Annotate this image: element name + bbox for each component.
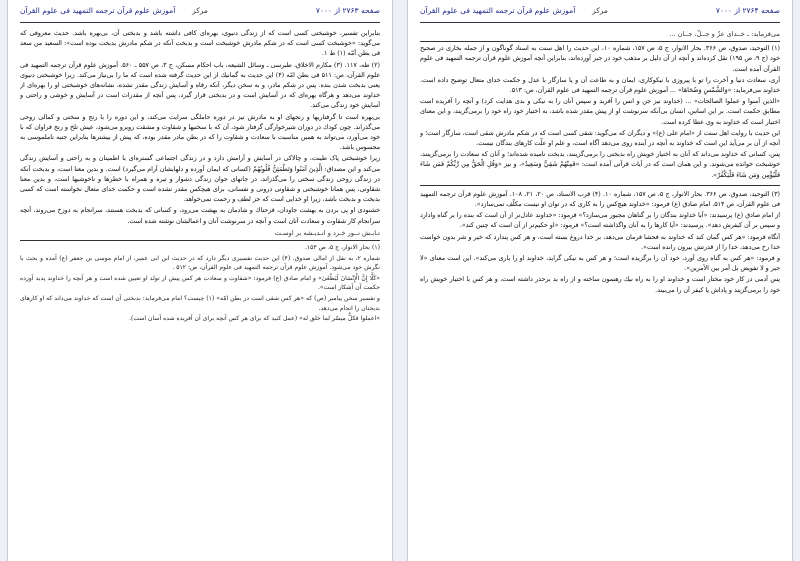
- paragraph: (۲) طه، ۱۱۷. (۳) مكارم الاخلاق، طبرسى ـ وسائل الشيعه، باب احكام مسكن، ج ۳، ص ۵۵۷ ـ ۵۶۰. آموزش علوم قرآن ترجمه التمهيد فى علوم القرآن، ص: ۵۱۱ فى بطن امّه (۴) اين حديث به گمانيك از اين حديث گرفته شده است كه ما را بى‌نياز مى‌كند. زيرا خوشبختى دنيوى يعنى بدبخت شدن بنده. پس در شكم مادر، و به سخن ديگر، آنكه رفاه و آسايش زندگى مقدر نشده، نشانه‌هاى خوشبختى او را بهره‌اى از خداوند مى‌دهد و هرگاه بهره‌اى كه در آسايش است و در بدبختى قرار گيرد، پس آنچه از مقدرات است در آسايش و خوشى و راحتى و آسايش خود زندگى مى‌كند.: [20, 61, 380, 110]
- paragraph: بى‌بهره است تا گرفتاريها و رنجهاى او به مادرش نيز در دوره حاملگى سرايت مى‌كند، و اين دوره را با رنج و سختى و كمالى روحى مى‌گذراند. چون كودك در دوران شيرخوارگى گرفتار شود، آن كه با سختيها و شقاوت و مشقت روبرو مى‌شود، عيش تلخ و رنج فراوان كه با خود مى‌آورد، مى‌تواند به همين مناسبت با سعادت و شقاوت را كه در بطن مادر مقدر بوده، كه پيش از بيشترها بنابراين جنبه ناملموسى به محسوس باشد.: [20, 113, 380, 152]
- footnote-divider: [420, 185, 780, 186]
- footnote: شماره ۲، به نقل از امالى صدوق. (۴) اين حديث تفسيرى ديگر دارد كه در حديث ابن ابى عمير، از امام موسى بن جعفر (ع) آمده و بحث با نگرش خود مى‌شود. آموزش علوم قرآن ترجمه التمهيد فى علوم القرآن، ص: ۵۱۲ .: [20, 254, 380, 272]
- page-body: [20, 29, 380, 551]
- paragraph: خشنودى او پى بردن به بهشت جاودان، فرحناك و شادمان به بهشت مى‌رود، و كسانى كه بدبخت هستند، سرانجام به دوزخ مى‌روند، آنچه سرانجام كار شقاوت و سعادت آنان است و آنچه در سرنوشت آنان و اعمالشان نوشته شده است.: [20, 207, 380, 225]
- document-page-right: [408, 0, 792, 561]
- paragraph: زيرا خوشبختى پاک طينت، و چالاكى در آسايش و آرامش دارد و در زندگى اجتماعى گستره‌اى با اطمينان و به راحتى و آسايش زندگى مى‌كند و اين مصداق: الَّذِينَ آمَنُوا وَتَطْمَئِنُّ قُلُوبُهُمْ (كسانى كه ايمان آورده و دلهايشان آرام مى‌گيرد) است. و بدين معنا است، و بدبخت آنكه در زندگى روحى زندگى سختى را مى‌گذراند، در جانهاى جوان زندگى دشوار و تيره و همراه با خطرها و ناخوشيها است، و بدين معنا شقاوتى، پس همانا خوشبختى و شقاوتى درونى و نفسانى، براى هيچكس مقدر نشده است و حكمت خداى متعال نخواسته است كه كسى بدبخت و بدبخت باشد، زيرا او خدايى است كه جز لطف و رحمت نمى‌خواهد.: [20, 155, 380, 204]
- page-header: [420, 0, 780, 23]
- paragraph: پس، كسانى كه خداوند مى‌داند كه آنان به اختيار خويش راه بدبختى را برمى‌گزينند، بدبخت ناميده شده‌اند؛ و آنان كه سعادت را برمى‌گزينند، خوشبخت خوانده مى‌شوند. و اين همان است كه در آيات قرآنى آمده است: «فَمِنْهُمْ شَقِيٌّ وَسَعِيدٌ»، و نيز «وَقُلِ الْحَقُّ مِن رَّبِّكُمْ فَمَن شَاءَ فَلْيُؤْمِن وَمَن شَاءَ فَلْيَكْفُرْ».: [420, 151, 780, 179]
- footnote: و تفسير سخن پيامبر (ص) كه «هر كس شقى است در بطن امّه» (۱) چيست؟ امام مى‌فرمايد: بدبختى آن است كه خداوند مى‌داند كه او كارهاى بدبختان را انجام مى‌دهد.: [20, 295, 380, 312]
- book-title: آموزش علوم قرآن ترجمه التمهيد فى علوم القرآن: [420, 6, 576, 15]
- paragraph: بنابراين تفسير، خوشبختى كسى است كه از زندگى دنيوى، بهره‌اى كافى داشته باشد و بدبختى آن، بى‌بهره باشد. حديث معروفى كه مى‌گويد: «خوشبخت كسى است كه در شكم مادرش خوشبخت است و بدبخت آنكه در شكم مادرش بدبخت بوده است»: السعيد من سعد فى بطن أمّه (۱) ط ۱.: [20, 30, 380, 58]
- paragraph: پس آدمى در كار خود مختار است و خداوند او را به راه نيك رهنمون ساخته و از راه بد برحذر داشته است، و هر كس با اختيار خويش راه خود را برمى‌گزيند و پاداش يا كيفر آن را مى‌بيند.: [420, 276, 780, 294]
- paragraph: اين حديث با روايت اهل سنت از «امام على (ع)» و ديگران كه مى‌گويد: شقى كسى است كه در شكم مادرش شقى است، سازگار است؛ و آنچه از آن بر مى‌آيد اين است كه خداوند به آنچه در آينده روى مى‌دهد آگاه است، و علم او علّت كارهاى بندگان نيست.: [420, 129, 780, 148]
- footnotes: [20, 243, 380, 324]
- footnote: «اعملوا فكلٌّ ميسّر لما خلق له» (عمل كنيد كه براى هر كس آنچه براى آن آفريده شده آسان است).: [129, 315, 380, 323]
- paragraph: «الذين آمنوا و عملوا الصالحات» ... (خداوند نيز جن و انس را آفريد و سپس آنان را به نيكى و بدى هدايت كرد) و آنچه را آفريده است مطابق حكمت است. بر اين اساس، انسان بى‌آنكه سرنوشت او از پيش مقدر شده باشد، به اختيار خود راه خود را برمى‌گزيند، و اين معناى اختيار است كه خداوند به وى عطا كرده است.: [420, 98, 780, 126]
- paragraph: آرى، سعادت دنيا و آخرت را تو با پيروزى با نيكوكارى، ايمان و به طاعت آن و يا سازگار با عدل و حكمت خداى متعال توضيح داده است. خداوند مى‌فرمايد: «وَالشَّمْسِ وَضُحَاهَا» ... آموزش علوم قرآن ترجمه التمهيد فى علوم القرآن، ص: ۵۱۳.: [420, 76, 780, 95]
- footnote: (۱) بحار الانوار، ج ۵، ص ۱۵۳.: [304, 244, 380, 252]
- paragraph: (۳) التوحيد، صدوق، ص ۳۶۶. بحار الانوار، ج ۵، ص ۱۵۷، شماره ۱۰. (۴) قرب الاسناد، ص ۲۰، ۲۱، ۱۰۸. آموزش علوم قرآن ترجمه التمهيد فى علوم القرآن، ص ۵۱۴. امام صادق (ع) فرمود: «خداوند هيچ‌كس را به كارى كه در توان او نيست مكلّف نمى‌سازد».: [420, 190, 780, 209]
- verse-line: تـابـش نــور خـرد و انـديـشه بر اوسـت: [20, 228, 380, 241]
- paragraph: و فرمود: «هر كس به گناه روى آورد، خود آن را برگزيده است؛ و هر كس به نيكى گرايد، خداوند او را يارى مى‌كند». اين است معناى «لا جبر و لا تفويض بل أمر بين الأمرين».: [420, 255, 780, 273]
- paragraph: از امام صادق (ع) پرسيدند: «آيا خداوند بندگان را بر گناهان مجبور مى‌سازد؟» فرمود: «خداوند عادل‌تر از آن است كه بنده را بر گناه وادارد و سپس بر آن كيفرش دهد». پرسيدند: «آيا كارها را به آنان واگذاشته است؟» فرمود: «او حكيم‌تر از آن است كه چنين كند».: [420, 212, 780, 230]
- paragraph: آنگاه فرمود: «هر كس گمان كند كه خداوند به فحشا فرمان مى‌دهد، بر خدا دروغ بسته است، و هر كس پندارد كه خير و شر بدون خواست خدا رخ مى‌دهد، خدا را از قدرتش بيرون رانده است».: [420, 233, 780, 251]
- verse-line: مى‌فرمايد: ـ خــداى عزّ و جــلّ، جــان ...: [420, 29, 780, 42]
- header-center-label: مرکز: [192, 6, 208, 15]
- page-header: [20, 0, 380, 23]
- header-center-label: مرکز: [592, 6, 608, 15]
- book-title: آموزش علوم قرآن ترجمه التمهيد فى علوم القرآن: [20, 6, 176, 15]
- footnote: «كَلَّا إِنَّ الْإِنْسَانَ لَيَطْغَىٰ» و امام صادق (ع) فرمود: «شقاوت و سعادت هر كس پيش از تولد او تعيين شده است و هر آنچه را خداوند پديد آورده حكمت آن آشكار است».: [20, 274, 380, 292]
- page-body: [420, 29, 780, 551]
- page-number-label: صفحه ۲۷۶۴ از ۷۰۰۰: [715, 6, 780, 15]
- paragraph: (۱) التوحيد، صدوق، ص ۳۶۶. بحار الانوار، ج ۵، ص ۱۵۷، شماره ۱۰، اين حديث را اهل سنت به اسناد گوناگون و از جمله بخارى در صحيح خود (ج ۹، ص ۱۹۵) نقل كرده‌اند و آنچه از آن دليل بر مذهب خود در جبر آورده‌اند، بنابراين آنچه آموزش علوم قرآن ترجمه التمهيد فى علوم القرآن آمده است.: [420, 45, 780, 73]
- document-page-left: [8, 0, 392, 561]
- page-number-label: صفحه ۲۷۶۳ از ۷۰۰۰: [315, 6, 380, 15]
